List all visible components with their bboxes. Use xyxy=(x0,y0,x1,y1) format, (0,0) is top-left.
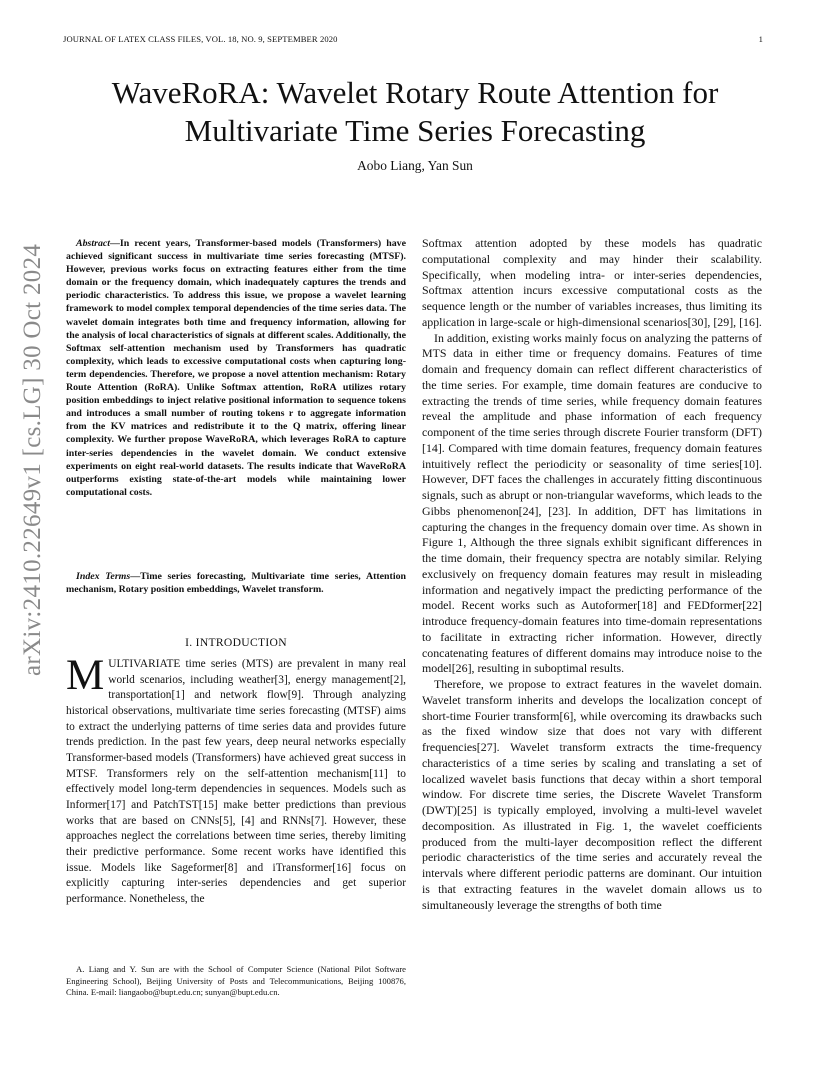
index-terms-lead: Index Terms xyxy=(76,571,131,582)
introduction-text xyxy=(66,652,406,908)
page-number: 1 xyxy=(758,34,763,44)
right-paragraph-3: Therefore, we propose to extract features in the wavelet domain. Wavelet transform inherits and develops the localization concept of short-time Fourier transform[6], while overcoming its drawbacks such as the fixed window size that does not vary with different frequencies[27]. Wavelet transform extracts the time-frequency characteristics of a time series by scaling and translating a set of localized wavelet basis functions that decay within a short temporal window. For discrete time series, the Discrete Wavelet Transform (DWT)[25] is typically employed, involving a multi-level wavelet decomposition. As illustrated in Fig. 1, the wavelet coefficients produced from the multi-layer decomposition reflect the different periodic characteristics of the time series and accurately reveal the intervals where different periodic patterns are dominant. Our intuition is that extracting features in the wavelet domain allows us to simultaneously leverage the strengths of both time xyxy=(422,677,762,912)
title-line-1: WaveRoRA: Wavelet Rotary Route Attention for xyxy=(111,75,719,110)
abstract-lead: Abstract xyxy=(76,238,111,249)
footnote-text: A. Liang and Y. Sun are with the School of Computer Science (National Pilot Software Engineering School), Beijing University of Posts and Telecommunications, Beijing 100876, China. E-mail: liangaobo@bupt.edu.cn; sunyan@bupt.edu.cn. xyxy=(66,964,406,998)
index-terms-text: —Time series forecasting, Multivariate time series, Attention mechanism, Rotary position embeddings, Wavelet transform. xyxy=(66,571,406,596)
drop-cap: M xyxy=(66,652,105,699)
title-line-2: Multivariate Time Series Forecasting xyxy=(184,113,646,148)
paper-title xyxy=(60,74,770,150)
abstract-text: —In recent years, Transformer-based models (Transformers) have achieved significant success in multivariate time series forecasting (MTSF). However, previous works focus on extracting features either from the time domain or the frequency domain, which inadequately captures the trends and periodic characteristics. To address this issue, we propose a wavelet learning framework to model complex temporal dependencies of the time series data. The wavelet domain integrates both time and frequency information, allowing for the analysis of local characteristics of signals at different scales. Additionally, the Softmax self-attention mechanism used by Transformers has quadratic complexity, which leads to excessive computational costs when capturing long-term dependencies. Therefore, we propose a novel attention mechanism: Rotary Route Attention (RoRA). Unlike Softmax attention, RoRA utilizes rotary position embeddings to inject relative positional information to sequence tokens and introduces a small number of routing tokens r to aggregate information from the KV matrices and redistribute it to the Q matrix, offering linear complexity. We further propose WaveRoRA, which leverages RoRA to capture inter-series dependencies in the wavelet domain. We conduct extensive experiments on eight real-world datasets. The results indicate that WaveRoRA outperforms existing state-of-the-art models while maintaining lower computational costs. xyxy=(66,238,406,498)
running-head xyxy=(63,34,763,44)
author-list: Aobo Liang, Yan Sun xyxy=(357,158,473,173)
right-paragraph-1: Softmax attention adopted by these models has quadratic computational complexity and may hinder their scalability. Specifically, when modeling intra- or inter-series dependencies, Softmax attention incurs excessive computational costs as the sequence length or the number of variables increases, thus limiting its application in large-scale or high-dimensional scenarios[30], [29], [16]. xyxy=(422,236,762,329)
author-footnote xyxy=(66,964,406,999)
intro-paragraph: time series (MTS) are prevalent in many real world scenarios, including weather[3], energy management[2], transportation[1] and network flow[9]. Through analyzing historical observations, multivariate time series forecasting (MTSF) aims to extract the underlying patterns of time series data and provides future trends prediction. In the past few years, deep neural networks especially Transformer-based models (Transformers) have achieved great success in MTSF. Transformers rely on the self-attention mechanism[11] to effectively model long-term dependencies in sequences. Models such as Informer[17] and PatchTST[15] make better predictions than previous works that are based on CNNs[5], [4] and RNNs[7]. However, these approaches neglect the correlations between time series, thereby limiting their predictive performance. Some recent works have identified this issue. Models like Sageformer[8] and iTransformer[16] focus on explicitly capturing inter-series dependencies and get superior performance. Nonetheless, the xyxy=(66,658,406,905)
intro-first-word: ULTIVARIATE xyxy=(108,658,181,670)
arxiv-identifier-stamp[interactable]: arXiv:2410.22649v1 [cs.LG] 30 Oct 2024 xyxy=(19,243,46,676)
right-paragraph-2: In addition, existing works mainly focus on analyzing the patterns of MTS data in either time or frequency domains. Features of time domain and frequency domain can reflect different characteristics of the time series. For example, time domain features are conducive to extracting the trends of time series, while frequency domain features reveal the amplitude and phase information of each frequency component of the time series through discrete Fourier transform (DFT)[14]. Compared with time domain features, frequency domain features intuitively reflect the periodicity or seasonality of time series[10]. However, DFT faces the challenges in accurately fitting discontinuous signals, such as abrupt or non-triangular waveforms, which leads to the Gibbs phenomenon[24], [23]. In addition, DFT has limitations in capturing the changes in the frequency domain over time. As shown in Figure 1, Although the three signals exhibit significant differences in the time domain, their frequency spectra are notably similar. Relying exclusively on frequency domain features may result in misleading information and negatively impact the predicting performance of the model. Recent works such as Autoformer[18] and FEDformer[22] introduce frequency-domain features into time-domain representations to facilitate in extracting richer information. However, directly concatenating features of different domains may introduce noise to the model[26], resulting in suboptimal results. xyxy=(422,330,762,676)
section-heading: I. INTRODUCTION xyxy=(185,636,287,649)
index-terms-block xyxy=(66,570,406,596)
abstract-block xyxy=(66,237,406,499)
journal-line: JOURNAL OF LATEX CLASS FILES, VOL. 18, NO. 9, SEPTEMBER 2020 xyxy=(63,34,338,44)
right-column xyxy=(422,236,762,913)
